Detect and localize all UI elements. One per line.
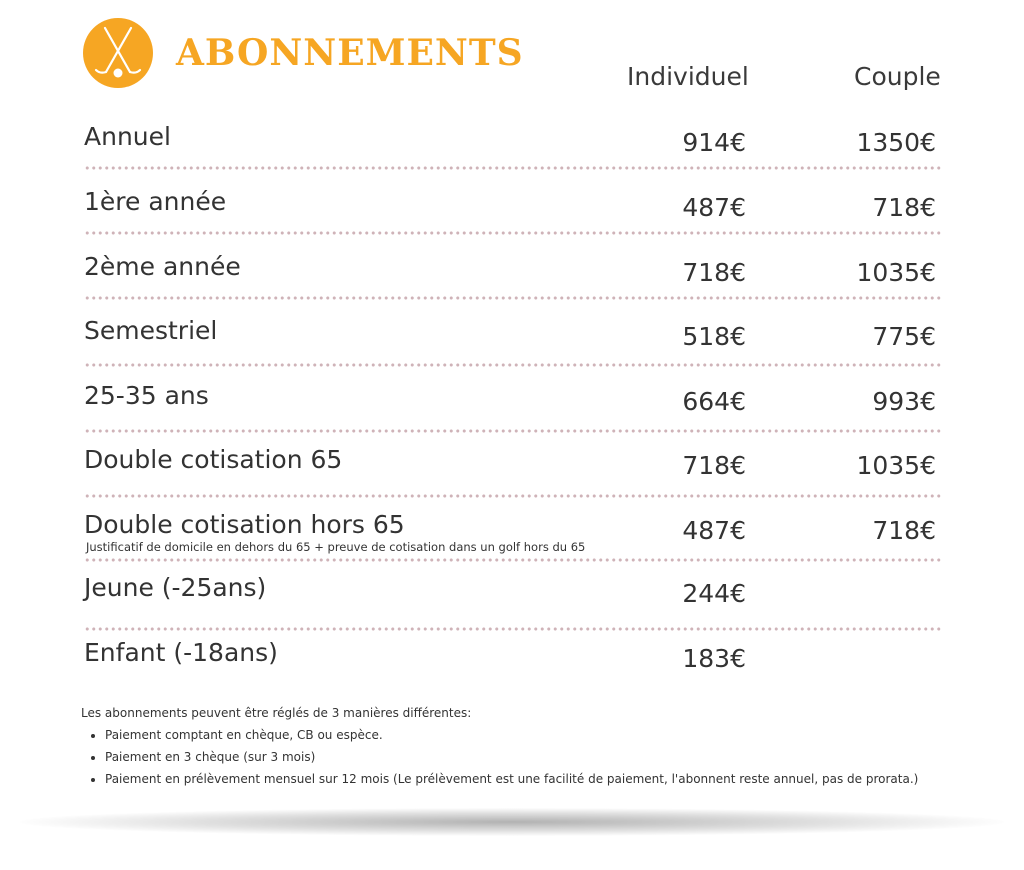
dotted-separator [84, 627, 942, 631]
price-individuel: 718€ [682, 258, 746, 287]
row-label: Double cotisation 65 [84, 445, 343, 474]
dotted-separator [84, 494, 942, 498]
price-couple: 775€ [872, 322, 936, 351]
payment-methods-list [81, 728, 918, 786]
price-couple: 1035€ [856, 451, 936, 480]
dotted-separator [84, 166, 942, 170]
list-item: • Paiement en 3 chèque (sur 3 mois) [105, 750, 918, 764]
row-label: 25-35 ans [84, 381, 209, 410]
pricing-row-1ere-annee [84, 187, 942, 253]
price-couple: 993€ [872, 387, 936, 416]
price-couple: 718€ [872, 193, 936, 222]
pricing-row-double-cotisation-hors-65 [84, 510, 942, 576]
payment-info [81, 706, 918, 794]
pricing-row-25-35-ans [84, 381, 942, 447]
dotted-separator [84, 558, 942, 562]
list-item: • Paiement en prélèvement mensuel sur 12 mois (Le prélèvement est une facilité de paiement, l'abonnent reste annuel, pas de prorata.) [105, 772, 918, 786]
price-individuel: 664€ [682, 387, 746, 416]
price-individuel: 487€ [682, 193, 746, 222]
card-shadow [20, 808, 1004, 836]
row-label: Jeune (-25ans) [84, 573, 267, 602]
price-individuel: 518€ [682, 322, 746, 351]
row-label: Double cotisation hors 65 [84, 510, 405, 539]
column-header-individuel: Individuel [627, 62, 749, 91]
pricing-row-2eme-annee [84, 252, 942, 318]
row-label: 2ème année [84, 252, 241, 281]
price-couple: 1350€ [856, 128, 936, 157]
column-header-couple: Couple [854, 62, 941, 91]
row-note: Justificatif de domicile en dehors du 65 + preuve de cotisation dans un golf hors du 65 [86, 540, 586, 554]
pricing-row-double-cotisation-65 [84, 445, 942, 511]
price-individuel: 183€ [682, 644, 746, 673]
pricing-row-annuel [84, 122, 942, 188]
row-label: Annuel [84, 122, 171, 151]
row-label: Enfant (-18ans) [84, 638, 278, 667]
payment-intro: Les abonnements peuvent être réglés de 3 manières différentes: [81, 706, 472, 720]
dotted-separator [84, 363, 942, 367]
row-label: 1ère année [84, 187, 227, 216]
pricing-row-enfant [84, 638, 942, 704]
page-title: ABONNEMENTS [176, 32, 524, 74]
price-couple: 718€ [872, 516, 936, 545]
dotted-separator [84, 296, 942, 300]
price-individuel: 914€ [682, 128, 746, 157]
price-individuel: 244€ [682, 579, 746, 608]
dotted-separator [84, 429, 942, 433]
price-individuel: 487€ [682, 516, 746, 545]
dotted-separator [84, 231, 942, 235]
price-couple: 1035€ [856, 258, 936, 287]
pricing-row-semestriel [84, 316, 942, 382]
golf-clubs-ball-icon [83, 18, 153, 88]
row-label: Semestriel [84, 316, 218, 345]
list-item: • Paiement comptant en chèque, CB ou espèce. [105, 728, 918, 742]
price-individuel: 718€ [682, 451, 746, 480]
